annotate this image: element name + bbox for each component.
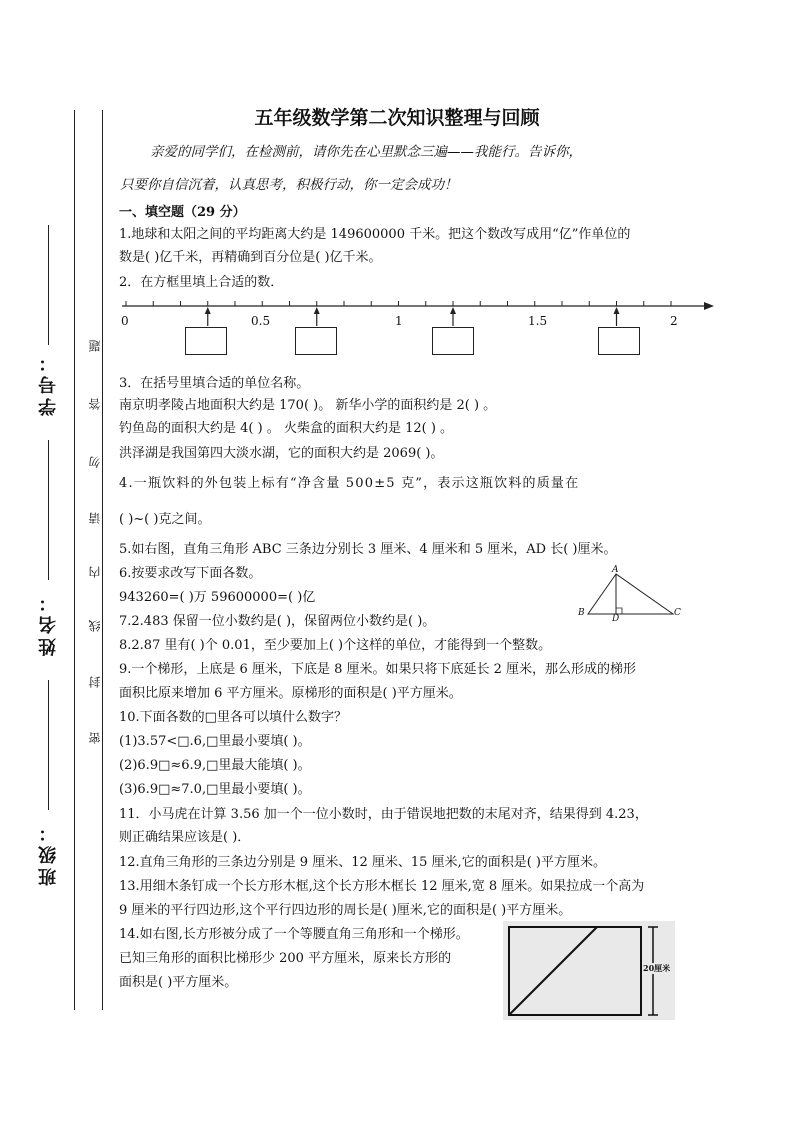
question-14a: 14.如右图,长方形被分成了一个等腰直角三角形和一个梯形。: [119, 927, 469, 942]
question-7: 7.2.483 保留一位小数约是( )，保留两位小数约是( )。: [119, 614, 436, 629]
name-label: 姓名：: [38, 590, 59, 656]
question-12: 12.直角三角形的三条边分别是 9 厘米、12 厘米、15 厘米,它的面积是( )平方厘米。: [119, 855, 606, 870]
question-2: 2．在方框里填上合适的数．: [119, 275, 284, 290]
question-10c: (3)6.9□≈7.0,□里最小要填( )。: [119, 782, 311, 797]
number-line-label-0: 0: [121, 314, 129, 328]
number-line-arrowhead: [614, 307, 620, 314]
question-3a: 南京明孝陵占地面积大约是 170( )。 新华小学的面积约是 2( ) 。: [119, 398, 497, 413]
question-10: 10.下面各数的□里各可以填什么数字？: [119, 710, 347, 725]
question-11b: 则正确结果应该是( )．: [119, 830, 251, 845]
answer-box[interactable]: [295, 327, 337, 355]
student-id-underline: [48, 225, 49, 345]
rectangle-height-label: 20厘米: [643, 963, 671, 973]
question-14b: 已知三角形的面积比梯形少 200 平方厘米，原来长方形的: [119, 951, 452, 966]
page-title: 五年级数学第二次知识整理与回顾: [254, 107, 540, 129]
question-3c: 洪泽湖是我国第四大淡水湖，它的面积大约是 2069( )。: [119, 446, 444, 461]
question-4a: 4.一瓶饮料的外包装上标有“净含量 500±5 克”，表示这瓶饮料的质量在: [119, 476, 580, 491]
question-14c: 面积是( )平方厘米。: [119, 975, 238, 990]
question-9b: 面积比原来增加 6 平方厘米。原梯形的面积是( )平方厘米。: [119, 686, 462, 701]
student-id-label: 学号：: [38, 350, 59, 416]
question-10b: (2)6.9□≈6.9,□里最大能填( )。: [119, 758, 311, 773]
question-3b: 钓鱼岛的面积大约是 4( ) 。 火柴盒的面积大约是 12( ) 。: [119, 421, 454, 436]
seal-char: 题: [88, 340, 102, 352]
number-line-label-2: 2: [670, 314, 678, 328]
name-underline: [48, 440, 49, 580]
question-3: 3．在括号里填合适的单位名称。: [119, 376, 310, 391]
number-line: [118, 296, 718, 326]
question-5: 5.如右图，直角三角形 ABC 三条边分别长 3 厘米、4 厘米和 5 厘米，AD 长( )厘米。: [119, 542, 617, 557]
binding-line-outer: [74, 110, 75, 1010]
binding-line-inner: [102, 110, 103, 1010]
triangle-label-b: B: [578, 608, 585, 618]
seal-char: 内: [88, 566, 102, 578]
seal-char: 密: [88, 732, 102, 744]
number-line-label-1-5: 1.5: [528, 314, 548, 328]
number-line-arrowhead: [205, 307, 211, 314]
triangle-label-d: D: [612, 614, 620, 624]
intro-line-2: 只要你自信沉着，认真思考，积极行动，你一定会成功！: [120, 177, 458, 193]
number-line-label-0-5: 0.5: [251, 314, 271, 328]
class-label: 班级：: [38, 820, 59, 886]
triangle-label-c: C: [674, 608, 681, 618]
triangle-figure: [578, 566, 688, 624]
number-line-label-1: 1: [395, 314, 403, 328]
question-6a: 943260=( )万 59600000=( )亿: [119, 590, 316, 605]
section-heading: 一、填空题（29 分）: [119, 205, 246, 220]
seal-char: 答: [88, 398, 102, 410]
triangle-label-a: A: [612, 565, 619, 575]
seal-char: 线: [88, 620, 102, 632]
question-13b: 9 厘米的平行四边形,这个平行四边形的周长是( )厘米,它的面积是( )平方厘米。: [119, 903, 572, 918]
question-13a: 13.用细木条钉成一个长方形木框,这个长方形木框长 12 厘米,宽 8 厘米。如果拉成一个高为: [119, 879, 645, 894]
number-line-arrowhead: [450, 307, 456, 314]
rectangle-figure: [503, 921, 675, 1020]
question-8: 8.2.87 里有( )个 0.01，至少要加上( )个这样的单位，才能得到一个整数。: [119, 638, 552, 653]
answer-box[interactable]: [598, 327, 640, 355]
class-underline: [48, 680, 49, 810]
seal-char: 请: [88, 512, 102, 524]
answer-box[interactable]: [432, 327, 474, 355]
answer-box[interactable]: [185, 327, 227, 355]
seal-char: 勿: [88, 456, 102, 468]
question-1a: 1.地球和太阳之间的平均距离大约是 149600000 千米。把这个数改写成用“亿”作单位的: [119, 227, 631, 242]
seal-char: 封: [88, 676, 102, 688]
number-line-arrowhead: [314, 307, 320, 314]
question-4b: ( )~( )克之间。: [119, 512, 211, 527]
question-11a: 11．小马虎在计算 3.56 加一个一位小数时，由于错误地把数的末尾对齐，结果得到 4.23，: [119, 807, 648, 822]
question-1b: 数是( )亿千米，再精确到百分位是( )亿千米。: [119, 250, 382, 265]
intro-line-1: 亲爱的同学们，在检测前，请你先在心里默念三遍——我能行。告诉你，: [150, 144, 582, 160]
question-9a: 9.一个梯形，上底是 6 厘米，下底是 8 厘米。如果只将下底延长 2 厘米，那么形成的梯形: [119, 662, 637, 677]
question-10a: (1)3.57<□.6,□里最小要填( )。: [119, 734, 311, 749]
question-6: 6.按要求改写下面各数。: [119, 566, 262, 581]
